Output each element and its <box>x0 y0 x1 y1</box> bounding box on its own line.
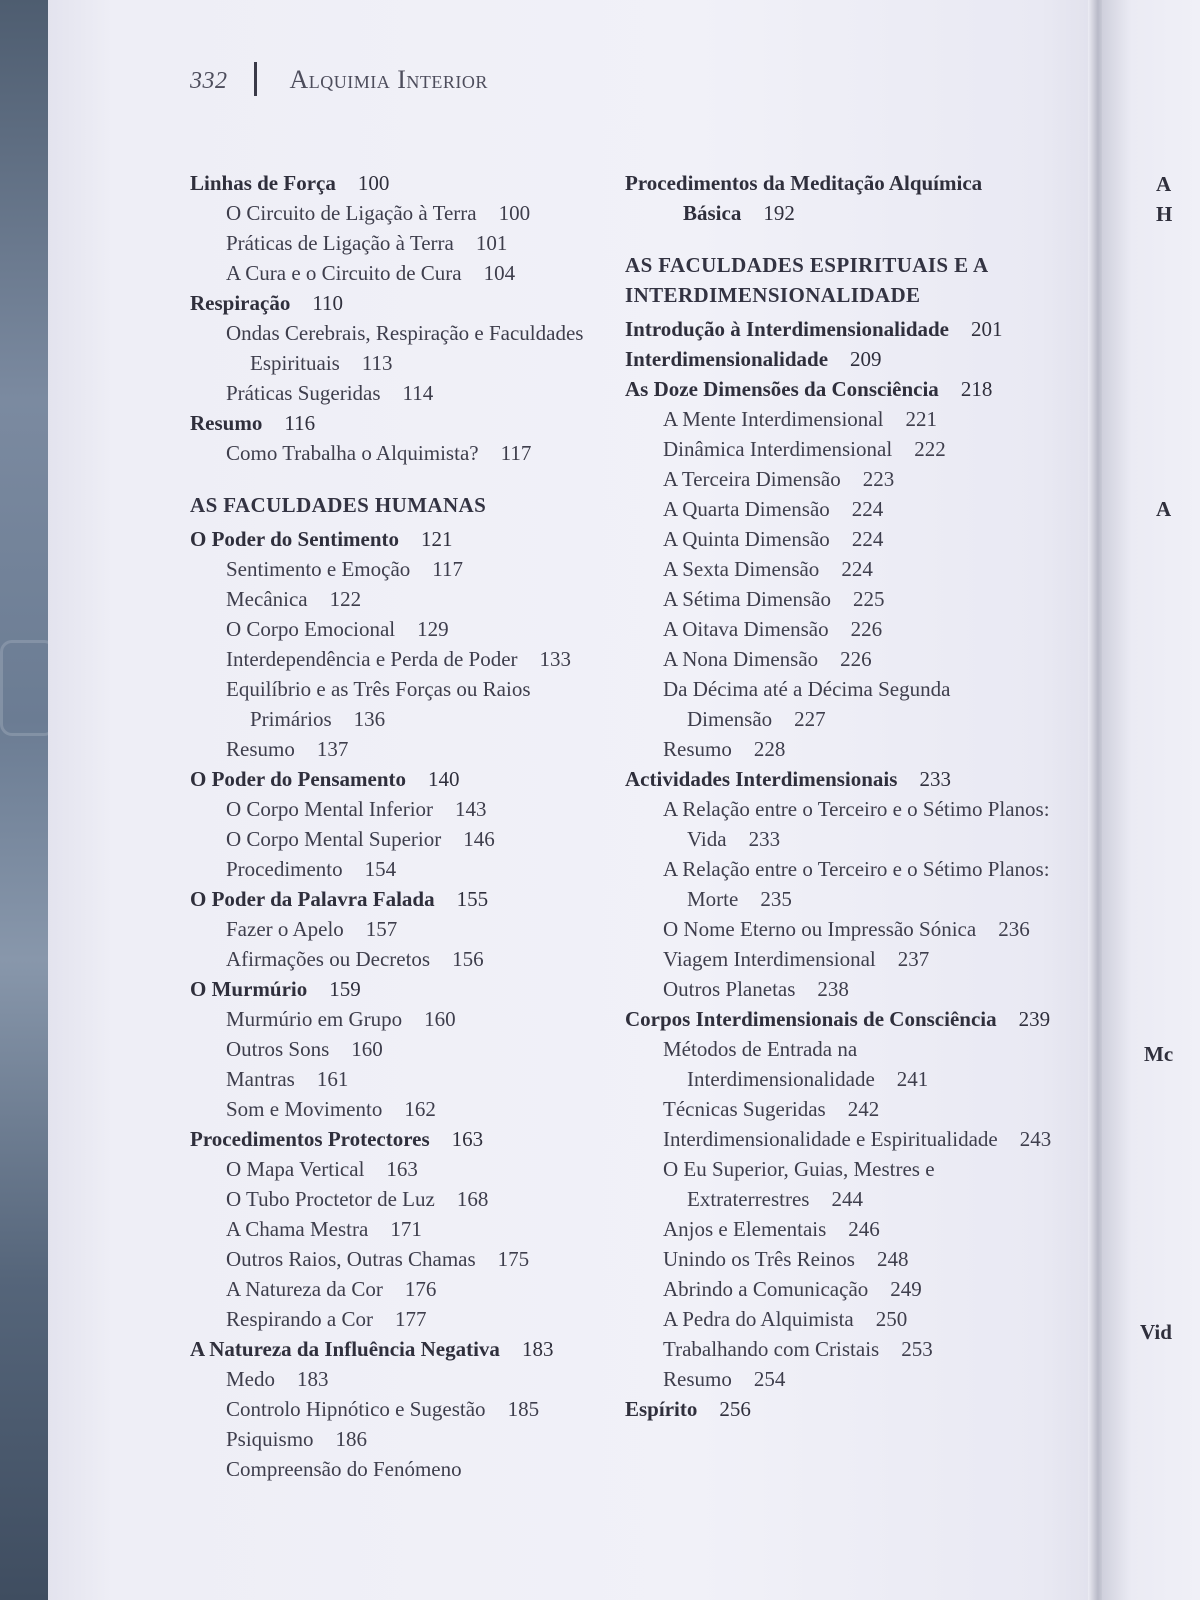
toc-subentry <box>190 1304 610 1334</box>
toc-page-number: 223 <box>862 467 895 491</box>
toc-page-number: 236 <box>998 917 1030 941</box>
toc-subentry <box>625 944 1055 974</box>
toc-subentry <box>190 674 610 734</box>
toc-subentry <box>190 614 610 644</box>
toc-entry-title: Linhas de Força <box>190 171 336 195</box>
toc-subentry <box>190 1214 610 1244</box>
toc-page-number: 243 <box>1019 1127 1052 1151</box>
toc-subentry <box>625 524 1055 554</box>
book-page-right <box>1102 0 1200 1600</box>
toc-page-number: 163 <box>451 1127 484 1151</box>
toc-subentry <box>625 404 1055 434</box>
toc-entry-title: O Eu Superior, Guias, Mestres e Extraterrestres <box>663 1157 935 1211</box>
toc-entry-title: Procedimentos da Meditação Alquímica Básica <box>625 171 983 225</box>
header-divider <box>254 62 257 96</box>
toc-entry-title: Interdependência e Perda de Poder <box>226 647 518 671</box>
toc-page-number: 249 <box>890 1277 922 1301</box>
toc-subentry <box>190 944 610 974</box>
toc-subentry <box>625 464 1055 494</box>
toc-page-number: 221 <box>905 407 937 431</box>
toc-entry-title: Afirmações ou Decretos <box>226 947 431 971</box>
toc-entry-title: Viagem Interdimensional <box>663 947 876 971</box>
toc-entry-title: Mecânica <box>226 587 308 611</box>
toc-entry-title: A Sétima Dimensão <box>663 587 831 611</box>
toc-page-number: 225 <box>852 587 885 611</box>
toc-subentry <box>625 1214 1055 1244</box>
toc-entry-title: Mantras <box>226 1067 295 1091</box>
toc-subentry <box>625 1274 1055 1304</box>
next-page-fragment: Vid <box>1140 1320 1172 1344</box>
toc-page-number: 154 <box>364 857 397 881</box>
toc-page-number: 117 <box>500 441 532 465</box>
toc-page-number: 201 <box>971 317 1003 341</box>
toc-entry-title: A Chama Mestra <box>226 1217 369 1241</box>
toc-page-number: 137 <box>316 737 349 761</box>
toc-page-number: 136 <box>353 707 386 731</box>
toc-page-number: 185 <box>507 1397 540 1421</box>
toc-subentry <box>190 854 610 884</box>
toc-subentry <box>625 1334 1055 1364</box>
toc-subentry <box>190 1004 610 1034</box>
toc-subentry <box>625 554 1055 584</box>
toc-page-number: 235 <box>760 887 792 911</box>
toc-chapter-entry <box>625 764 1055 794</box>
toc-subentry <box>190 228 610 258</box>
toc-entry-title: A Terceira Dimensão <box>663 467 841 491</box>
toc-entry-title: Práticas de Ligação à Terra <box>226 231 454 255</box>
toc-entry-title: O Murmúrio <box>190 977 308 1001</box>
toc-entry-title: A Oitava Dimensão <box>663 617 829 641</box>
toc-entry-title: A Sexta Dimensão <box>663 557 820 581</box>
toc-subentry <box>190 378 610 408</box>
toc-subentry <box>190 1244 610 1274</box>
toc-entry-title: A Relação entre o Terceiro e o Sétimo Planos: Morte <box>663 857 1050 911</box>
toc-subentry <box>190 824 610 854</box>
toc-page-number: 117 <box>432 557 464 581</box>
toc-page-number: 246 <box>848 1217 880 1241</box>
toc-entry-title: Outros Raios, Outras Chamas <box>226 1247 476 1271</box>
toc-chapter-entry <box>190 524 610 554</box>
toc-entry-title: Equilíbrio e as Três Forças ou Raios Primários <box>226 677 531 731</box>
toc-entry-title: O Corpo Mental Inferior <box>226 797 434 821</box>
toc-entry-title: O Circuito de Ligação à Terra <box>226 201 477 225</box>
toc-chapter-entry <box>625 374 1055 404</box>
toc-page-number: 104 <box>483 261 516 285</box>
toc-subentry <box>190 734 610 764</box>
toc-page-number: 253 <box>901 1337 933 1361</box>
toc-page-number: 110 <box>312 291 344 315</box>
toc-subentry <box>190 438 610 468</box>
toc-chapter-entry <box>190 884 610 914</box>
toc-entry-title: Resumo <box>226 737 295 761</box>
toc-page-number: 133 <box>539 647 572 671</box>
toc-entry-title: Psiquismo <box>226 1427 314 1451</box>
toc-page-number: 186 <box>335 1427 368 1451</box>
toc-entry-title: A Relação entre o Terceiro e o Sétimo Planos: Vida <box>663 797 1050 851</box>
toc-page-number: 256 <box>719 1397 751 1421</box>
toc-subentry <box>625 734 1055 764</box>
toc-page-number: 161 <box>316 1067 349 1091</box>
toc-subentry <box>625 674 1055 734</box>
toc-entry-title: Interdimensionalidade e Espiritualidade <box>663 1127 998 1151</box>
toc-subentry <box>625 1304 1055 1334</box>
toc-subentry <box>625 644 1055 674</box>
toc-page-number: 175 <box>497 1247 530 1271</box>
toc-section-heading: AS FACULDADES ESPIRITUAIS E A INTERDIMENSIONALIDADE <box>625 253 988 307</box>
next-page-fragment: H <box>1156 202 1173 226</box>
toc-entry-title: O Tubo Proctetor de Luz <box>226 1187 435 1211</box>
toc-page-number: 224 <box>851 527 884 551</box>
toc-subentry <box>625 434 1055 464</box>
toc-subentry <box>190 1394 610 1424</box>
toc-entry-title: Corpos Interdimensionais de Consciência <box>625 1007 997 1031</box>
toc-entry-title: Fazer o Apelo <box>226 917 344 941</box>
toc-page-number: 140 <box>428 767 460 791</box>
toc-entry-title: A Natureza da Influência Negativa <box>190 1337 500 1361</box>
toc-subentry <box>625 1244 1055 1274</box>
toc-subentry <box>190 554 610 584</box>
toc-entry-title: As Doze Dimensões da Consciência <box>625 377 939 401</box>
toc-entry-title: A Nona Dimensão <box>663 647 819 671</box>
toc-entry-title: Respirando a Cor <box>226 1307 373 1331</box>
toc-subentry <box>625 1154 1055 1214</box>
toc-page-number: 237 <box>897 947 930 971</box>
toc-entry-title: Resumo <box>663 1367 732 1391</box>
toc-page-number: 100 <box>357 171 390 195</box>
toc-entry-title: Práticas Sugeridas <box>226 381 381 405</box>
toc-page-number: 122 <box>329 587 362 611</box>
toc-page-number: 192 <box>763 201 795 225</box>
toc-entry-title: Resumo <box>663 737 732 761</box>
toc-entry-title: Procedimento <box>226 857 343 881</box>
toc-entry-title: O Poder do Pensamento <box>190 767 407 791</box>
toc-chapter-entry <box>190 1334 610 1364</box>
toc-entry-title: O Poder da Palavra Falada <box>190 887 435 911</box>
toc-entry-title: O Nome Eterno ou Impressão Sónica <box>663 917 977 941</box>
toc-entry-title: O Corpo Mental Superior <box>226 827 442 851</box>
toc-page-number: 239 <box>1018 1007 1051 1031</box>
toc-entry-title: A Quarta Dimensão <box>663 497 830 521</box>
toc-chapter-entry <box>190 974 610 1004</box>
toc-subentry <box>625 1364 1055 1394</box>
toc-page-number: 160 <box>424 1007 456 1031</box>
toc-subentry <box>625 1094 1055 1124</box>
toc-page-number: 244 <box>831 1187 863 1211</box>
toc-entry-title: Sentimento e Emoção <box>226 557 411 581</box>
toc-subentry <box>190 1154 610 1184</box>
toc-chapter-entry <box>190 168 610 198</box>
toc-entry-title: Métodos de Entrada na Interdimensionalidade <box>663 1037 875 1091</box>
toc-entry-title: Murmúrio em Grupo <box>226 1007 403 1031</box>
toc-page-number: 176 <box>404 1277 437 1301</box>
toc-page-number: 155 <box>456 887 489 911</box>
toc-subentry <box>190 584 610 614</box>
toc-entry-title: Trabalhando com Cristais <box>663 1337 880 1361</box>
next-page-fragment: A <box>1156 172 1172 196</box>
toc-entry-title: Unindo os Três Reinos <box>663 1247 855 1271</box>
toc-page-number: 159 <box>329 977 361 1001</box>
toc-subentry <box>190 318 610 378</box>
toc-entry-title: Espírito <box>625 1397 698 1421</box>
toc-entry-title: Outros Sons <box>226 1037 330 1061</box>
toc-page-number: 238 <box>817 977 849 1001</box>
toc-subentry <box>190 1094 610 1124</box>
toc-page-number: 143 <box>455 797 487 821</box>
toc-chapter-entry <box>190 1124 610 1154</box>
toc-page-number: 242 <box>847 1097 880 1121</box>
toc-chapter-entry <box>190 764 610 794</box>
toc-page-number: 254 <box>753 1367 786 1391</box>
toc-subentry <box>190 1424 610 1454</box>
toc-subentry <box>625 974 1055 1004</box>
toc-entry-title: Procedimentos Protectores <box>190 1127 430 1151</box>
toc-page-number: 168 <box>456 1187 489 1211</box>
toc-subentry <box>190 1034 610 1064</box>
toc-subentry <box>625 914 1055 944</box>
toc-left-column <box>190 168 610 1484</box>
toc-page-number: 177 <box>394 1307 427 1331</box>
toc-subentry <box>190 1364 610 1394</box>
toc-page-number: 222 <box>914 437 946 461</box>
toc-subentry <box>625 614 1055 644</box>
toc-subentry <box>625 854 1055 914</box>
toc-page-number: 100 <box>498 201 531 225</box>
toc-entry-title: Respiração <box>190 291 291 315</box>
toc-subentry <box>190 794 610 824</box>
toc-subentry <box>190 198 610 228</box>
toc-entry-title: O Poder do Sentimento <box>190 527 400 551</box>
toc-subentry <box>625 1034 1055 1094</box>
toc-entry-title: Compreensão do Fenómeno <box>226 1457 462 1481</box>
toc-entry-title: O Corpo Emocional <box>226 617 396 641</box>
toc-entry-title: Medo <box>226 1367 275 1391</box>
toc-entry-title: A Mente Interdimensional <box>663 407 884 431</box>
running-header <box>190 62 488 96</box>
toc-subentry <box>190 644 610 674</box>
toc-page-number: 233 <box>919 767 951 791</box>
toc-subentry <box>625 584 1055 614</box>
toc-chapter-entry <box>625 168 1055 228</box>
next-page-fragment: A <box>1156 497 1172 521</box>
toc-subentry <box>190 1454 610 1484</box>
toc-page-number: 121 <box>421 527 453 551</box>
toc-subentry <box>190 1184 610 1214</box>
toc-page-number: 129 <box>417 617 449 641</box>
toc-right-column <box>625 168 1055 1424</box>
toc-chapter-entry <box>625 1394 1055 1424</box>
toc-subentry <box>190 258 610 288</box>
toc-page-number: 226 <box>850 617 883 641</box>
toc-entry-title: A Natureza da Cor <box>226 1277 383 1301</box>
toc-page-number: 224 <box>851 497 884 521</box>
toc-page-number: 116 <box>284 411 316 435</box>
toc-subentry <box>625 1124 1055 1154</box>
toc-page-number: 113 <box>361 351 393 375</box>
toc-page-number: 163 <box>386 1157 418 1181</box>
toc-subentry <box>190 914 610 944</box>
toc-page-number: 248 <box>876 1247 909 1271</box>
toc-subentry <box>625 794 1055 854</box>
toc-chapter-entry <box>625 1004 1055 1034</box>
toc-page-number: 171 <box>390 1217 422 1241</box>
toc-page-number: 101 <box>475 231 508 255</box>
toc-page-number: 209 <box>850 347 882 371</box>
toc-entry-title: Como Trabalha o Alquimista? <box>226 441 479 465</box>
toc-chapter-entry <box>190 288 610 318</box>
toc-page-number: 250 <box>875 1307 908 1331</box>
book-title: Alquimia Interior <box>289 65 488 94</box>
next-page-fragment: Mc <box>1144 1042 1174 1066</box>
toc-entry-title: Interdimensionalidade <box>625 347 829 371</box>
toc-page-number: 241 <box>896 1067 929 1091</box>
toc-entry-title: Abrindo a Comunicação <box>663 1277 869 1301</box>
toc-subentry <box>190 1064 610 1094</box>
toc-page-number: 146 <box>463 827 495 851</box>
toc-page-number: 233 <box>748 827 781 851</box>
toc-section-heading: AS FACULDADES HUMANAS <box>190 493 487 517</box>
toc-entry-title: Técnicas Sugeridas <box>663 1097 826 1121</box>
toc-entry-title: Outros Planetas <box>663 977 796 1001</box>
toc-entry-title: Introdução à Interdimensionalidade <box>625 317 949 341</box>
toc-entry-title: A Pedra do Alquimista <box>663 1307 854 1331</box>
toc-page-number: 183 <box>297 1367 329 1391</box>
toc-entry-title: Som e Movimento <box>226 1097 383 1121</box>
toc-subentry <box>190 1274 610 1304</box>
page-number: 332 <box>190 68 228 94</box>
toc-page-number: 160 <box>351 1037 383 1061</box>
toc-chapter-entry <box>625 344 1055 374</box>
toc-page-number: 228 <box>753 737 786 761</box>
toc-entry-title: Resumo <box>190 411 263 435</box>
toc-page-number: 227 <box>794 707 826 731</box>
toc-page-number: 162 <box>404 1097 436 1121</box>
toc-entry-title: Anjos e Elementais <box>663 1217 827 1241</box>
toc-subentry <box>625 494 1055 524</box>
toc-entry-title: Ondas Cerebrais, Respiração e Faculdades Espirituais <box>226 321 584 375</box>
toc-entry-title: A Cura e o Circuito de Cura <box>226 261 462 285</box>
toc-page-number: 183 <box>521 1337 554 1361</box>
toc-chapter-entry <box>625 314 1055 344</box>
toc-page-number: 156 <box>452 947 484 971</box>
toc-page-number: 157 <box>365 917 398 941</box>
toc-entry-title: Dinâmica Interdimensional <box>663 437 893 461</box>
toc-chapter-entry <box>190 408 610 438</box>
toc-page-number: 218 <box>960 377 993 401</box>
toc-entry-title: Actividades Interdimensionais <box>625 767 898 791</box>
toc-page-number: 224 <box>841 557 873 581</box>
toc-entry-title: Controlo Hipnótico e Sugestão <box>226 1397 486 1421</box>
toc-page-number: 226 <box>840 647 872 671</box>
toc-entry-title: A Quinta Dimensão <box>663 527 830 551</box>
toc-page-number: 114 <box>402 381 434 405</box>
toc-entry-title: Da Décima até a Décima Segunda Dimensão <box>663 677 951 731</box>
toc-entry-title: O Mapa Vertical <box>226 1157 365 1181</box>
